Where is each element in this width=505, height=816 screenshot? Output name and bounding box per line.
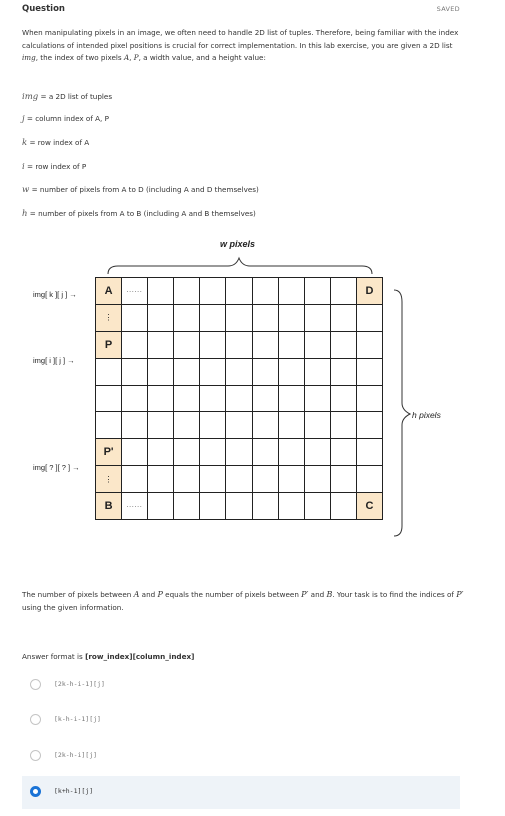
option-label[interactable]: [k+h-1][j] bbox=[54, 787, 94, 795]
definition-k: k = row index of A bbox=[22, 138, 90, 148]
answer-option-4-selected[interactable] bbox=[22, 776, 460, 809]
cell-d: D bbox=[356, 278, 382, 305]
h-pixels-label: h pixels bbox=[412, 410, 441, 420]
answer-option-3[interactable] bbox=[22, 740, 460, 773]
w-pixels-label: w pixels bbox=[220, 239, 256, 249]
row-label-p-prime: img[ ? ][ ? ] → bbox=[33, 463, 80, 472]
cell-c: C bbox=[356, 493, 382, 520]
radio-button[interactable] bbox=[30, 714, 41, 725]
pixel-grid-figure bbox=[0, 230, 505, 560]
radio-button-selected[interactable] bbox=[30, 786, 41, 797]
cell-hdots-bottom: ...... bbox=[122, 493, 148, 520]
cell-p: P bbox=[96, 331, 122, 358]
answer-format: Answer format is [row_index][column_index] bbox=[22, 652, 195, 661]
intro-paragraph: When manipulating pixels in an image, we often need to handle 2D list of tuples. Therefore, being familiar with the index calculations of intended pixel positions is crucial for correct implementation. In this lab exercise, you are given a 2D list img, the index of two pixels A, P, a width value, and a height value: bbox=[22, 28, 459, 62]
answer-option-1[interactable] bbox=[22, 669, 460, 702]
definition-h: h = number of pixels from A to B (including A and B themselves) bbox=[22, 209, 256, 219]
cell-a: A bbox=[96, 278, 122, 305]
saved-status: SAVED bbox=[436, 5, 460, 13]
answer-option-2[interactable] bbox=[22, 704, 460, 737]
option-label[interactable]: [k-h-i-1][j] bbox=[54, 715, 101, 723]
cell-p-prime: P' bbox=[96, 439, 122, 466]
task-paragraph: The number of pixels between A and P equals the number of pixels between P′ and B. Your task is to find the indices of P′ using the given information. bbox=[22, 590, 464, 612]
definition-i: i = row index of P bbox=[22, 162, 87, 172]
row-label-p: img[ i ][ j ] → bbox=[33, 356, 75, 365]
pixel-grid bbox=[95, 277, 383, 520]
cell-hdots-top: ...... bbox=[122, 278, 148, 305]
definition-w: w = number of pixels from A to D (including A and D themselves) bbox=[22, 185, 259, 195]
definition-j: j = column index of A, P bbox=[22, 114, 109, 124]
radio-button[interactable] bbox=[30, 750, 41, 761]
option-label[interactable]: [2k-h-i-1][j] bbox=[54, 680, 105, 688]
cell-vdots-2: ⋮ bbox=[96, 466, 122, 493]
radio-button[interactable] bbox=[30, 679, 41, 690]
definition-img: img = a 2D list of tuples bbox=[22, 92, 113, 102]
option-label[interactable]: [2k-h-i][j] bbox=[54, 751, 98, 759]
cell-vdots-1: ⋮ bbox=[96, 304, 122, 331]
right-brace bbox=[394, 290, 410, 536]
top-brace bbox=[108, 258, 372, 274]
row-label-a: img[ k ][ j ] → bbox=[33, 290, 77, 299]
cell-b: B bbox=[96, 493, 122, 520]
question-title: Question bbox=[22, 4, 65, 14]
